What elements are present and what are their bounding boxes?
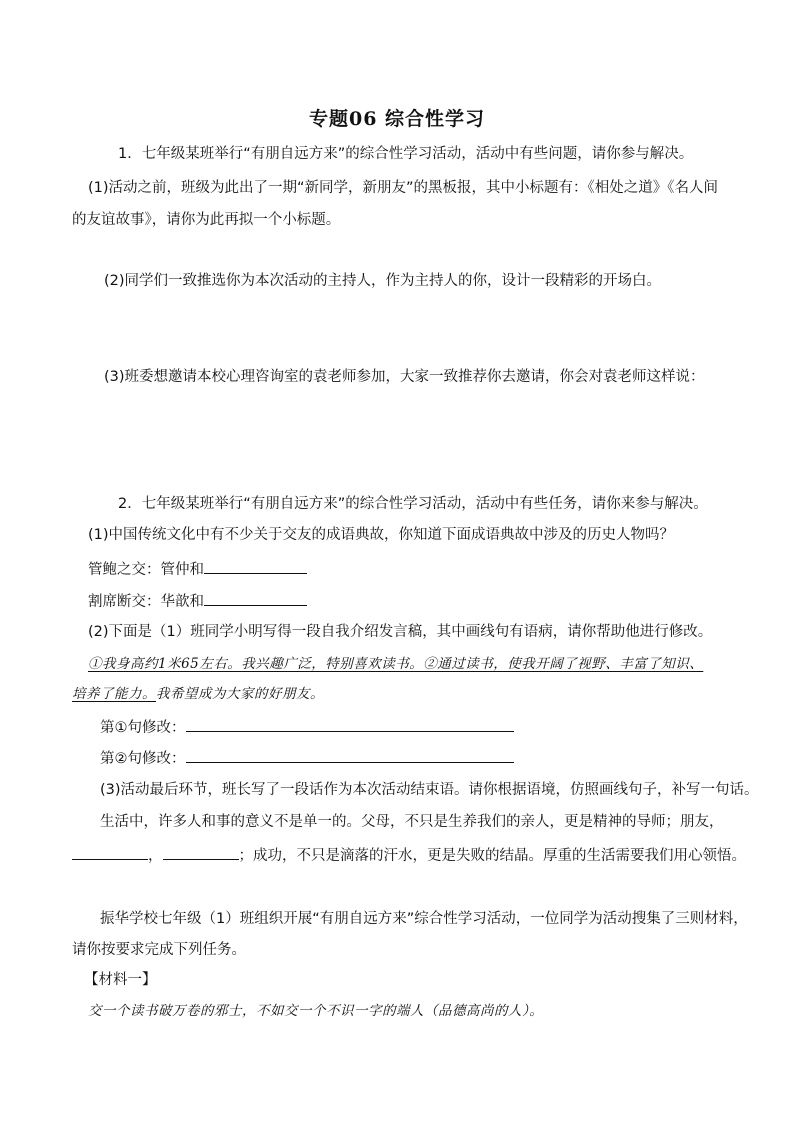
revision-1 xyxy=(100,717,514,738)
handwritten-line2 xyxy=(72,684,324,704)
closing-semicolon: ； xyxy=(238,848,253,864)
page-title: 专题06 综合性学习 xyxy=(308,108,486,130)
q1-part1-line1: (1)活动之前，班级为此出了一期“新同学，新朋友”的黑板报，其中小标题有：《相处之道》《名人间 xyxy=(88,180,719,196)
closing-comma: ， xyxy=(148,848,163,864)
closing-line2-text: 成功，不只是滴落的汗水，更是失败的结晶。厚重的生活需要我们用心领悟。 xyxy=(253,848,746,864)
q2-intro: 2．七年级某班举行“有朋自远方来”的综合性学习活动，活动中有些任务，请你来参与解决。 xyxy=(118,496,708,512)
answer-blank[interactable] xyxy=(204,559,307,574)
material-heading: 【材料一】 xyxy=(84,972,157,988)
closing-line1: 生活中，许多人和事的意义不是单一的。父母，不只是生养我们的亲人，更是精神的导师；朋友， xyxy=(100,814,724,830)
revision-1-blank[interactable] xyxy=(186,717,514,732)
q2-item1-label: 管鲍之交：管仲和 xyxy=(88,562,204,578)
handwritten-line1 xyxy=(88,654,703,674)
q2-part3: (3)活动最后环节，班长写了一段话作为本次活动结束语。请你根据语境，仿照画线句子，补写一句话。 xyxy=(100,782,759,798)
underlined-sentence: ①我身高约1米65左右。我兴趣广泛，特别喜欢读书。②通过读书，使我开阔了视野、丰富了知识、 xyxy=(88,656,704,672)
q2-part1: (1)中国传统文化中有不少关于交友的成语典故，你知道下面成语典故中涉及的历史人物吗？ xyxy=(88,527,675,543)
material-text: 交一个读书破万卷的邪士，不如交一个不识一字的端人（品德高尚的人）。 xyxy=(88,1003,544,1019)
handwritten-tail: 我希望成为大家的好朋友。 xyxy=(156,686,324,702)
q2-item1 xyxy=(88,559,307,580)
q2-item2 xyxy=(88,591,307,612)
closing-blank-2[interactable] xyxy=(163,845,239,860)
q2-part2: (2)下面是（1）班同学小明写得一段自我介绍发言稿，其中画线句有语病，请你帮助他进行修改。 xyxy=(88,624,713,640)
revision-2-label: 第②句修改： xyxy=(100,751,186,767)
q1-intro: 1．七年级某班举行“有朋自远方来”的综合性学习活动，活动中有些问题，请你参与解决。 xyxy=(118,146,694,162)
q1-part3: (3)班委想邀请本校心理咨询室的袁老师参加，大家一致推荐你去邀请，你会对袁老师这样说： xyxy=(104,369,705,385)
answer-blank[interactable] xyxy=(204,591,307,606)
q3-intro-line1: 振华学校七年级（1）班组织开展“有朋自远方来”综合性学习活动，一位同学为活动搜集了三则材料， xyxy=(100,911,748,927)
revision-2 xyxy=(100,748,514,769)
closing-line2 xyxy=(72,845,746,866)
revision-2-blank[interactable] xyxy=(186,748,514,763)
revision-1-label: 第①句修改： xyxy=(100,720,186,736)
closing-blank-1[interactable] xyxy=(72,845,148,860)
q1-part1-line2: 的友谊故事》，请你为此再拟一个小标题。 xyxy=(72,212,341,228)
q3-intro-line2: 请你按要求完成下列任务。 xyxy=(72,942,246,958)
q1-part2: (2)同学们一致推选你为本次活动的主持人，作为主持人的你，设计一段精彩的开场白。 xyxy=(104,273,662,289)
q2-item2-label: 割席断交：华歆和 xyxy=(88,594,204,610)
underlined-sentence-end: 培养了能力。 xyxy=(72,686,156,702)
